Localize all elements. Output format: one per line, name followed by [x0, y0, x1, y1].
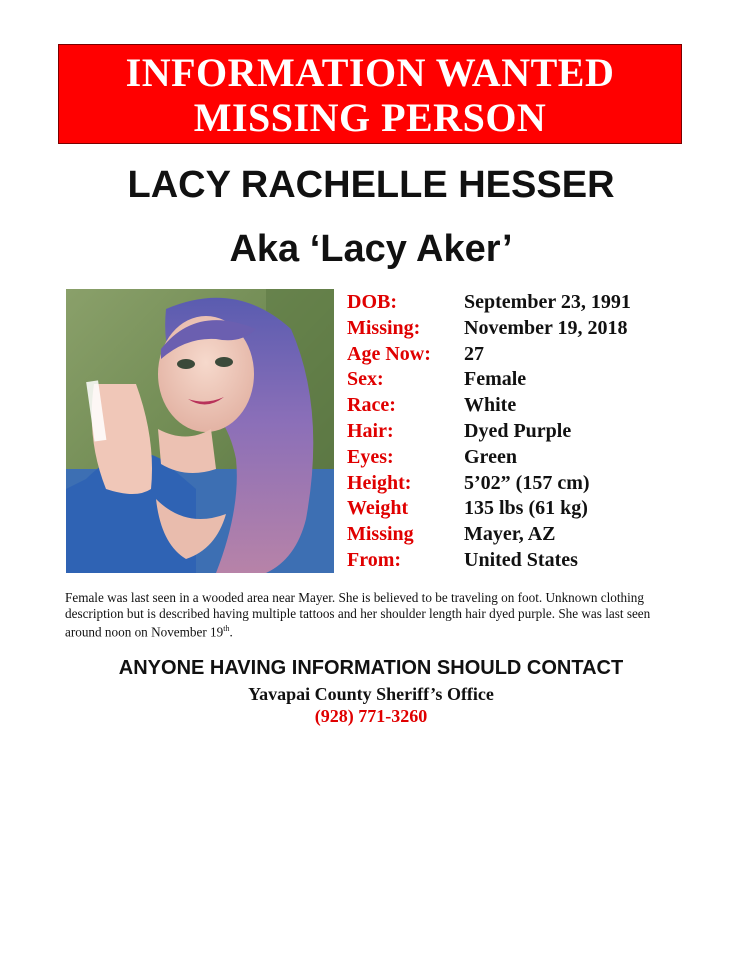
- fact-row-sex: [347, 367, 631, 393]
- fact-label: Age Now:: [347, 342, 431, 365]
- description-ordinal-suffix: th: [223, 624, 230, 633]
- fact-row-hair: [347, 419, 631, 445]
- fact-value: Green: [464, 445, 517, 468]
- fact-label: Missing: [347, 523, 414, 546]
- fact-label: Height:: [347, 471, 412, 494]
- fact-row-missing-location: [347, 522, 631, 548]
- contact-heading: ANYONE HAVING INFORMATION SHOULD CONTACT: [118, 657, 624, 679]
- banner-line-1: INFORMATION WANTED: [125, 50, 615, 95]
- fact-label: Sex:: [347, 368, 384, 391]
- description-end: .: [229, 624, 233, 640]
- fact-value: White: [464, 394, 517, 417]
- banner-line-2: MISSING PERSON: [193, 95, 547, 140]
- fact-label: Eyes:: [347, 445, 394, 468]
- contact-organization: Yavapai County Sheriff’s Office: [248, 684, 494, 704]
- fact-row-dob: [347, 290, 631, 316]
- fact-row-race: [347, 393, 631, 419]
- person-alias: Aka ‘Lacy Aker’: [229, 228, 513, 270]
- fact-value: Dyed Purple: [464, 419, 572, 442]
- fact-value: 27: [464, 342, 484, 365]
- person-facts: [347, 290, 631, 574]
- fact-label: From:: [347, 548, 402, 571]
- fact-row-from: [347, 548, 631, 574]
- fact-row-eyes: [347, 445, 631, 471]
- fact-row-height: [347, 471, 631, 497]
- fact-row-age: [347, 342, 631, 368]
- contact-phone: (928) 771-3260: [314, 706, 428, 726]
- fact-label: Hair:: [347, 419, 394, 442]
- fact-label: Missing:: [347, 316, 421, 339]
- fact-row-weight: [347, 496, 631, 522]
- fact-value: Mayer, AZ: [464, 523, 556, 546]
- fact-value: 5’02” (157 cm): [464, 471, 590, 494]
- fact-label: Weight: [347, 497, 409, 520]
- fact-value: Female: [464, 368, 527, 391]
- person-name: LACY RACHELLE HESSER: [127, 164, 615, 206]
- headline-banner: [58, 44, 682, 144]
- fact-value: United States: [464, 548, 578, 571]
- fact-value: 135 lbs (61 kg): [464, 497, 588, 520]
- fact-value: November 19, 2018: [464, 316, 628, 339]
- fact-row-missing-date: [347, 316, 631, 342]
- description-paragraph: [65, 590, 685, 640]
- person-photo: [66, 289, 334, 573]
- fact-label: Race:: [347, 394, 396, 417]
- fact-value: September 23, 1991: [464, 291, 631, 313]
- description-text: Female was last seen in a wooded area near Mayer. She is believed to be traveling on foot. Unknown clothing description but is described having multiple tattoos and her shoulder length hair dyed purple. She was last seen around noon on November 19: [65, 590, 651, 640]
- fact-label: DOB:: [347, 291, 397, 313]
